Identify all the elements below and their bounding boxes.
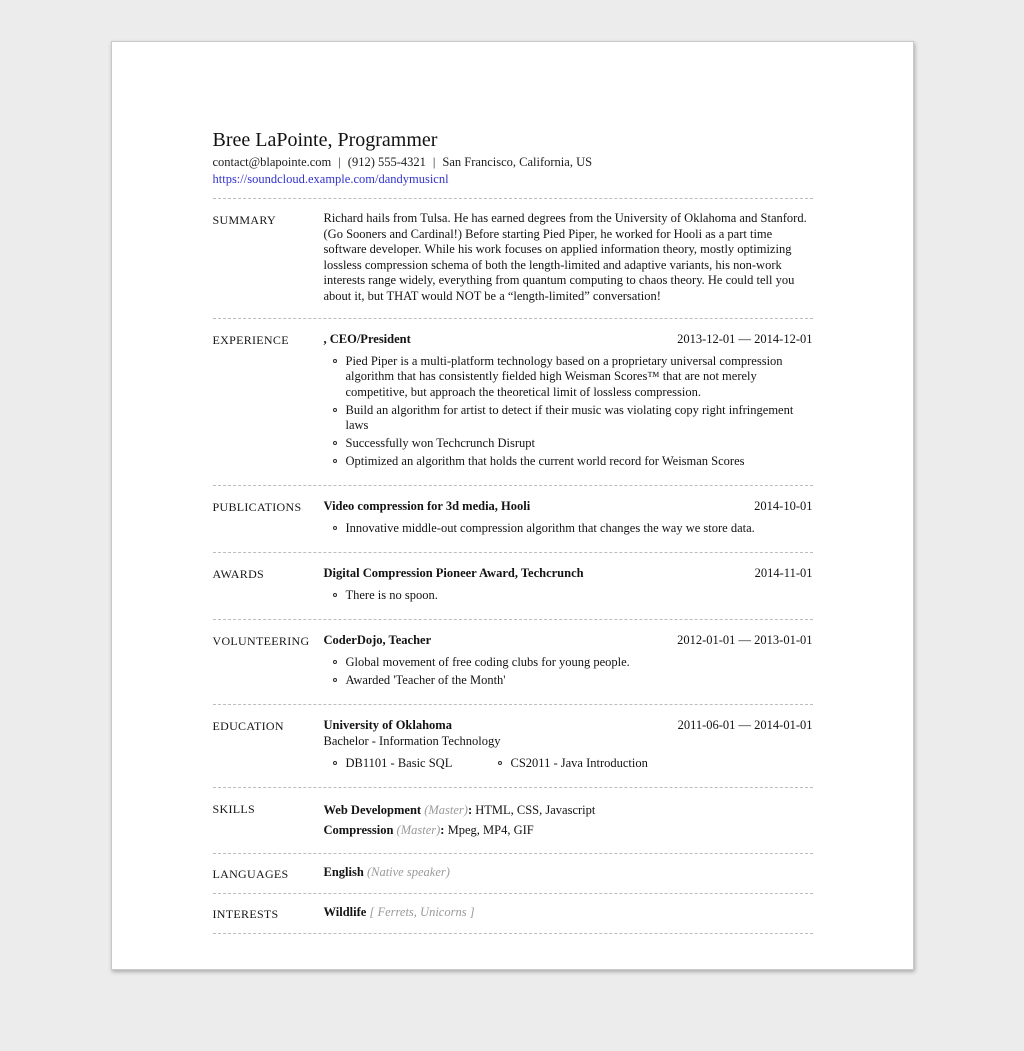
section-label-awards: AWARDS	[212, 567, 265, 582]
education-dates: 2011-06-01 — 2014-01-01	[677, 718, 813, 733]
contact-line	[213, 154, 813, 170]
bullet-circle-icon	[333, 678, 337, 682]
list-item	[324, 354, 813, 401]
section-summary	[213, 198, 813, 318]
contact-location: San Francisco, California, US	[442, 155, 593, 169]
publication-bullets	[324, 521, 813, 537]
language-name: English	[323, 865, 364, 880]
publication-date: 2014-10-01	[754, 499, 813, 514]
website-link[interactable]: https://soundcloud.example.com/dandymusicnl	[212, 172, 449, 186]
list-item	[324, 454, 813, 470]
volunteering-dates: 2012-01-01 — 2013-01-01	[677, 633, 813, 648]
list-item	[324, 403, 813, 434]
interest-name: Wildlife	[323, 905, 367, 920]
skill-item	[324, 820, 813, 840]
contact-phone: (912) 555-4321	[347, 155, 426, 169]
award-date: 2014-11-01	[754, 566, 813, 581]
volunteering-entry-header	[324, 632, 813, 648]
bullet-circle-icon	[333, 660, 337, 664]
list-item	[324, 588, 813, 604]
candidate-name: Bree LaPointe, Programmer	[212, 129, 438, 151]
skill-level: (Master)	[396, 823, 441, 838]
resume-page	[111, 41, 914, 970]
bullet-text: Innovative middle-out compression algorithm that changes the way we store data.	[345, 521, 755, 536]
list-item	[489, 756, 813, 772]
interest-detail: [ Ferrets, Unicorns ]	[369, 905, 475, 920]
education-entry-header	[324, 717, 813, 733]
bullet-text: Global movement of free coding clubs for young people.	[345, 655, 630, 670]
bullet-circle-icon	[333, 459, 337, 463]
language-item	[324, 865, 813, 881]
education-courses	[324, 756, 813, 774]
contact-email: contact@blapointe.com	[212, 155, 332, 169]
section-experience	[213, 318, 813, 486]
section-label-languages: LANGUAGES	[212, 867, 289, 882]
section-interests	[213, 893, 813, 934]
skill-name: Compression	[323, 823, 394, 838]
volunteering-title: CoderDojo, Teacher	[323, 633, 432, 648]
bullet-circle-icon	[333, 761, 337, 765]
language-level: (Native speaker)	[366, 865, 450, 880]
bullet-circle-icon	[333, 359, 337, 363]
section-skills	[213, 787, 813, 853]
bullet-text: There is no spoon.	[345, 588, 438, 603]
list-item	[324, 436, 813, 452]
skill-colon: :	[467, 803, 473, 818]
section-education	[213, 704, 813, 787]
skill-level: (Master)	[424, 803, 468, 818]
interest-item	[324, 905, 813, 921]
award-title: Digital Compression Pioneer Award, Techcrunch	[323, 566, 584, 581]
bullet-circle-icon	[333, 408, 337, 412]
section-label-publications: PUBLICATIONS	[212, 500, 302, 515]
award-bullets	[324, 588, 813, 604]
section-label-experience: EXPERIENCE	[212, 332, 289, 347]
section-label-education: EDUCATION	[212, 719, 284, 734]
list-item	[324, 655, 813, 671]
bullet-text: Awarded 'Teacher of the Month'	[345, 673, 506, 688]
bullet-text: Pied Piper is a multi-platform technology based on a proprietary universal compression algorithm that has consistently fielded high Weisman Scores™ that are not merely competitive, but approach the theoretical limit of lossless compression.	[345, 353, 783, 399]
bullet-circle-icon	[333, 441, 337, 445]
skill-values: Mpeg, MP4, GIF	[447, 823, 534, 838]
experience-entry-header	[324, 331, 813, 347]
education-degree: Bachelor - Information Technology	[323, 734, 501, 749]
bullet-text: Build an algorithm for artist to detect if their music was violating copy right infringement laws	[345, 402, 794, 433]
course-text: CS2011 - Java Introduction	[510, 756, 648, 771]
section-label-skills: SKILLS	[212, 802, 255, 817]
contact-separator: |	[432, 155, 436, 169]
section-publications	[213, 485, 813, 552]
list-item	[324, 673, 813, 689]
education-school: University of Oklahoma	[323, 718, 452, 733]
section-languages	[213, 853, 813, 893]
experience-dates: 2013-12-01 — 2014-12-01	[677, 331, 813, 346]
list-item	[324, 756, 489, 772]
experience-title: , CEO/President	[323, 331, 411, 346]
section-label-summary: SUMMARY	[212, 213, 276, 227]
section-label-interests: INTERESTS	[212, 907, 279, 922]
section-awards	[213, 552, 813, 619]
experience-bullets	[324, 354, 813, 470]
bullet-text: Optimized an algorithm that holds the current world record for Weisman Scores	[345, 454, 745, 469]
skill-item	[324, 800, 813, 820]
bullet-circle-icon	[333, 526, 337, 530]
bullet-circle-icon	[333, 593, 337, 597]
contact-separator: |	[338, 155, 341, 169]
list-item	[324, 521, 813, 537]
publication-title: Video compression for 3d media, Hooli	[323, 499, 531, 514]
summary-text: Richard hails from Tulsa. He has earned degrees from the University of Oklahoma and Stanford. (Go Sooners and Cardinal!) Before starting Pied Piper, he worked for Hooli as a part time software developer. While his work focuses on applied information theory, mostly optimizing lossless compression schema of both the length-limited and adaptive variants, his non-work interests range widely, everything from quantum computing to chaos theory. He could tell you about it, but THAT would NOT be a “length-limited” conversation!	[323, 211, 807, 303]
volunteering-bullets	[324, 655, 813, 689]
bullet-circle-icon	[498, 761, 502, 765]
publication-entry-header	[324, 498, 813, 514]
course-text: DB1101 - Basic SQL	[345, 756, 453, 771]
resume-header	[213, 128, 813, 188]
skill-name: Web Development	[323, 803, 422, 818]
section-label-volunteering: VOLUNTEERING	[212, 634, 310, 649]
award-entry-header	[324, 565, 813, 581]
section-volunteering	[213, 619, 813, 704]
skill-values: HTML, CSS, Javascript	[475, 803, 596, 818]
bullet-text: Successfully won Techcrunch Disrupt	[345, 436, 535, 451]
skill-colon: :	[440, 823, 445, 838]
